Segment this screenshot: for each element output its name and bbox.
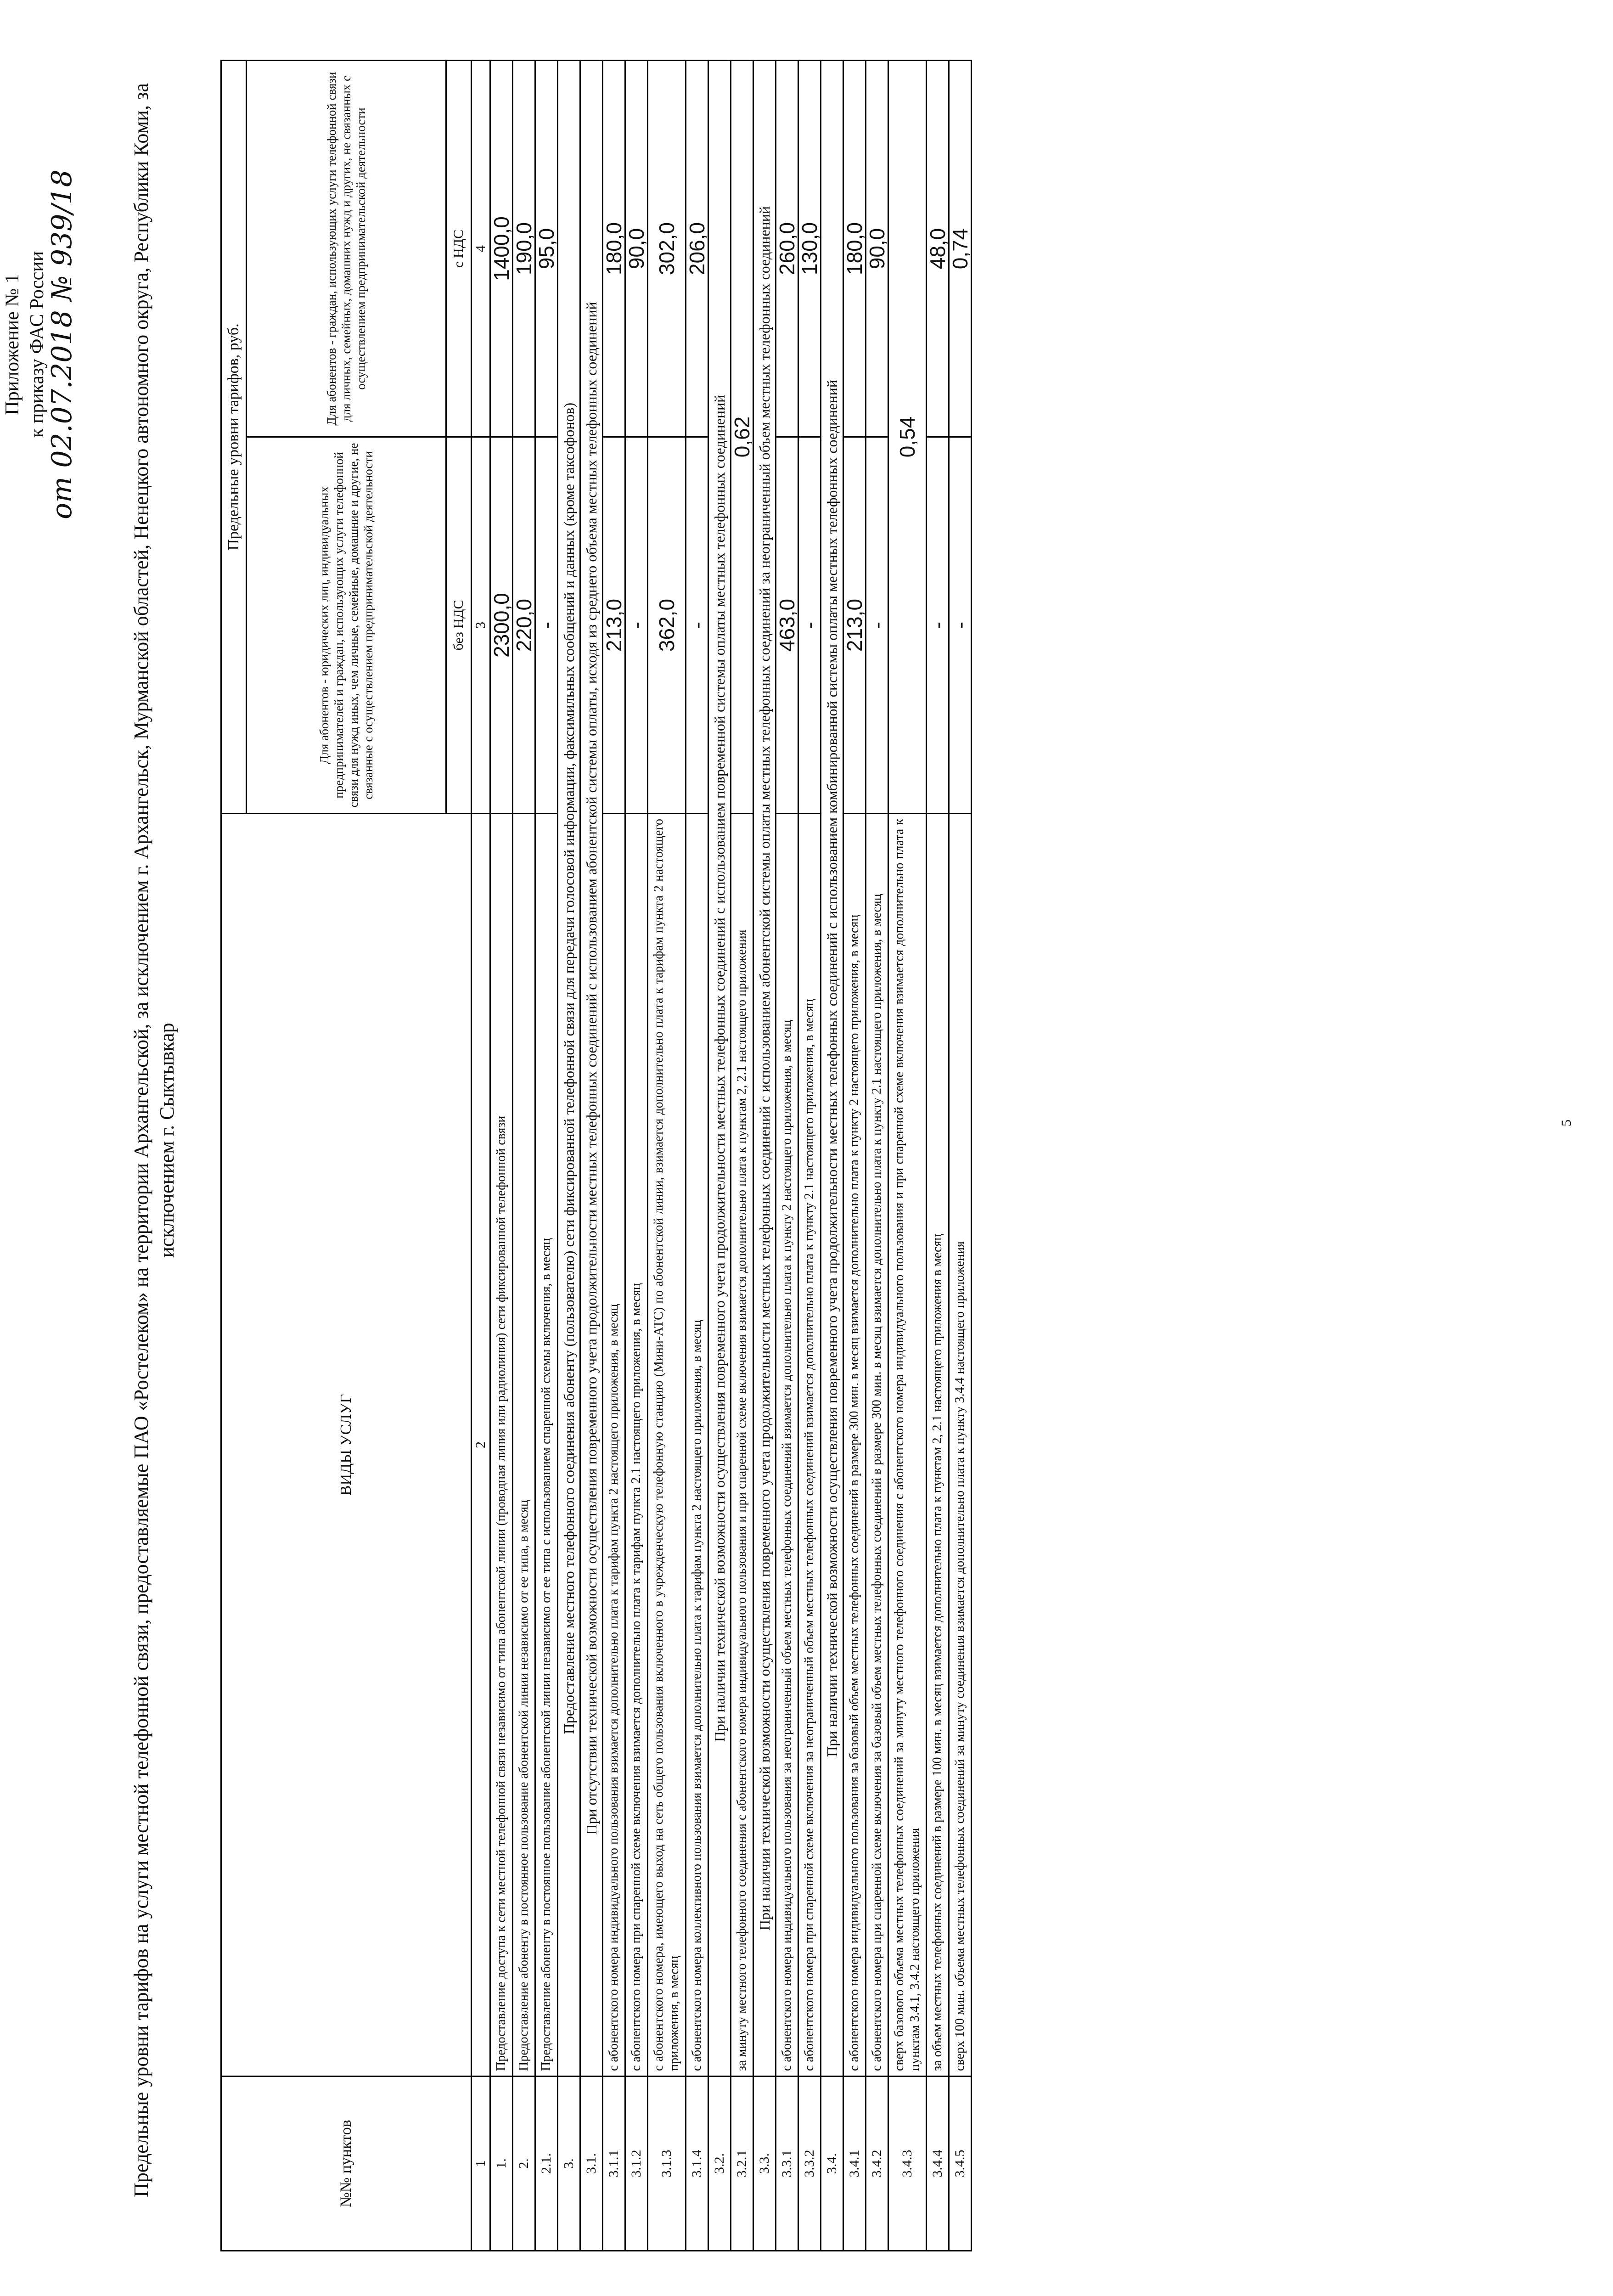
tariff-value-with-vat: 260,0 [776, 61, 798, 437]
tariff-value-with-vat: 48,0 [927, 61, 949, 437]
table-row [866, 61, 888, 2251]
tariff-value-with-vat: 1400,0 [490, 61, 513, 437]
order-reference: к приказу ФАС России [27, 251, 48, 438]
tariff-value-no-vat: - [949, 437, 972, 814]
row-number: 2.1. [535, 2077, 558, 2251]
table-row [843, 61, 866, 2251]
section-heading: При отсутствии технической возможности осуществления повременного учета продолжительности местных телефонных соединений с использованием абонентской системы оплаты, исходя из среднего объема местных телефонных соединений [580, 61, 603, 2077]
document-title: Предельные уровни тарифов на услуги местной телефонной связи, предоставляемые ПАО «Ростелеком» на территории Архангельской, за исключением г. Архангельск, Мурманской областей, Ненецкого автономного округа, Республики Коми, за исключением г. Сыктывкар [130, 83, 178, 2197]
tariff-value-with-vat: 130,0 [798, 61, 821, 437]
tariff-value-no-vat: 220,0 [513, 437, 535, 814]
section-row [753, 61, 776, 2251]
section-row [821, 61, 843, 2251]
section-row [558, 61, 580, 2251]
row-number: 3.2. [708, 2077, 731, 2251]
table-row [686, 61, 708, 2251]
tariff-value-no-vat: 362,0 [648, 437, 686, 814]
table-row [776, 61, 798, 2251]
tariff-value-no-vat: - [535, 437, 558, 814]
column-numbers-row [472, 61, 490, 2251]
row-number: 3.4.2 [866, 2077, 888, 2251]
section-row [708, 61, 731, 2251]
page-number: 5 [1559, 1120, 1574, 1126]
tariff-value-no-vat: - [686, 437, 708, 814]
service-description: с абонентского номера при спаренной схеме включения взимается дополнительно плата к тарифам пункта 2.1 настоящего приложения, в месяц [625, 814, 648, 2077]
table-row [513, 61, 535, 2251]
tariff-value-merged: 0,62 [731, 61, 753, 814]
service-description: с абонентского номера при спаренной схеме включения за базовый объем местных телефонных соединений в размере 300 мин. в месяц взимается дополнительно плата к пункту 2.1 настоящего приложения, в месяц [866, 814, 888, 2077]
table-row [798, 61, 821, 2251]
section-heading: При наличии технической возможности осуществления повременного учета продолжительности местных телефонных соединений с использованием повременной системы оплаты местных телефонных соединений [708, 61, 731, 2077]
section-heading: При наличии технической возможности осуществления повременного учета продолжительности местных телефонных соединений с использованием абонентской системы оплаты местных телефонных соединений за неограниченный объем местных телефонных соединений [753, 61, 776, 2077]
header-legal-entities: Для абонентов - юридических лиц, индивидуальных предпринимателей и граждан, использующих услуги телефонной связи для нужд иных, чем личные, семейные, домашние и другие, не связанные с осуществлением предпринимательской деятельности [247, 437, 446, 814]
section-heading: Предоставление местного телефонного соединения абоненту (пользователю) сети фиксированной телефонной связи для передачи голосовой информации, факсимильных сообщений и данных (кроме таксофонов) [558, 61, 580, 2077]
service-description: с абонентского номера индивидуального пользования за неограниченный объем местных телефонных соединений взимается дополнительно плата к пункту 2 настоящего приложения, в месяц [776, 814, 798, 2077]
header-limits: Предельные уровни тарифов, руб. [221, 61, 247, 814]
service-description: Предоставление абоненту в постоянное пользование абонентской линии независимо от ее типа с использованием спаренной схемы включения, в месяц [535, 814, 558, 2077]
service-description: Предоставление доступа к сети местной телефонной связи независимо от типа абонентской линии (проводная линия или радиолиния) сети фиксированной телефонной связи [490, 814, 513, 2077]
row-number: 3.1. [580, 2077, 603, 2251]
tariff-value-with-vat: 206,0 [686, 61, 708, 437]
tariff-value-no-vat: 213,0 [843, 437, 866, 814]
tariff-value-no-vat: 463,0 [776, 437, 798, 814]
service-description: сверх базового объема местных телефонных соединений за минуту местного телефонного соединения с абонентского номера индивидуального пользования и при спаренной схеме включения взимается дополнительно плата к пунктам 3.4.1, 3.4.2 настоящего приложения [888, 814, 927, 2077]
service-description: с абонентского номера индивидуального пользования за базовый объем местных телефонных соединений в размере 300 мин. в месяц взимается дополнительно плата к пункту 2 настоящего приложения, в месяц [843, 814, 866, 2077]
row-number: 3.2.1 [731, 2077, 753, 2251]
row-number: 3.3.1 [776, 2077, 798, 2251]
row-number: 3.4.1 [843, 2077, 866, 2251]
row-number: 1. [490, 2077, 513, 2251]
service-description: с абонентского номера коллективного пользования взимается дополнительно плата к тарифам пункта 2 настоящего приложения, в месяц [686, 814, 708, 2077]
tariff-value-with-vat: 190,0 [513, 61, 535, 437]
tariff-value-merged: 0,54 [888, 61, 927, 814]
column-number-4: 4 [472, 61, 490, 437]
table-row [731, 61, 753, 2251]
table-row [888, 61, 927, 2251]
table-row [927, 61, 949, 2251]
table-row [490, 61, 513, 2251]
row-number: 3.1.1 [603, 2077, 625, 2251]
service-description: сверх 100 мин. объема местных телефонных соединений за минуту соединения взимается дополнительно плата к пункту 3.4.4 настоящего приложения [949, 814, 972, 2077]
table-row [535, 61, 558, 2251]
row-number: 3.3. [753, 2077, 776, 2251]
tariff-value-with-vat: 180,0 [603, 61, 625, 437]
section-heading: При наличии технической возможности осуществления повременного учета продолжительности местных телефонных соединений с использованием комбинированной системы оплаты местных телефонных соединений [821, 61, 843, 2077]
tariff-value-no-vat: - [866, 437, 888, 814]
table-body [490, 61, 972, 2251]
service-description: Предоставление абоненту в постоянное пользование абонентской линии независимо от ее типа, в месяц [513, 814, 535, 2077]
column-number-1: 1 [472, 2077, 490, 2251]
table-row [603, 61, 625, 2251]
header-num: №№ пунктов [221, 2077, 472, 2251]
tariff-value-no-vat: - [798, 437, 821, 814]
tariff-value-no-vat: 213,0 [603, 437, 625, 814]
row-number: 3.1.3 [648, 2077, 686, 2251]
service-description: с абонентского номера индивидуального пользования взимается дополнительно плата к тарифам пункта 2 настоящего приложения, в месяц [603, 814, 625, 2077]
row-number: 2. [513, 2077, 535, 2251]
column-number-2: 2 [472, 814, 490, 2077]
tariff-value-no-vat: - [927, 437, 949, 814]
header-citizens: Для абонентов - граждан, использующих услуги телефонной связи для личных, семейных, домашних нужд и других, не связанных с осуществлением предпринимательской деятельности [247, 61, 446, 437]
row-number: 3.4.4 [927, 2077, 949, 2251]
table-row [625, 61, 648, 2251]
service-description: за объем местных телефонных соединений в размере 100 мин. в месяц взимается дополнительно плата к пунктам 2, 2.1 настоящего приложения в месяц [927, 814, 949, 2077]
order-date-number: от 02.07.2018 № 939/18 [46, 169, 78, 519]
tariff-value-with-vat: 302,0 [648, 61, 686, 437]
row-number: 3.4. [821, 2077, 843, 2251]
column-number-3: 3 [472, 437, 490, 814]
appendix-header [0, 0, 78, 689]
tariff-value-no-vat: - [625, 437, 648, 814]
tariff-value-no-vat: 2300,0 [490, 437, 513, 814]
row-number: 3.4.3 [888, 2077, 927, 2251]
service-description: за минуту местного телефонного соединения с абонентского номера индивидуального пользования и при спаренной схеме включения взимается дополнительно плата к пунктам 2, 2.1 настоящего приложения [731, 814, 753, 2077]
tariff-value-with-vat: 90,0 [866, 61, 888, 437]
row-number: 3.4.5 [949, 2077, 972, 2251]
service-description: с абонентского номера, имеющего выход на сеть общего пользования включенного в учрежденческую телефонную станцию (Мини-АТС) по абонентской линии, взимается дополнительно плата к тарифам пункта 2 настоящего приложения, в месяц [648, 814, 686, 2077]
row-number: 3.3.2 [798, 2077, 821, 2251]
tariff-value-with-vat: 90,0 [625, 61, 648, 437]
header-row-1 [221, 61, 247, 2251]
row-number: 3. [558, 2077, 580, 2251]
header-services: ВИДЫ УСЛУГ [221, 814, 472, 2077]
appendix-number: Приложение № 1 [2, 274, 23, 415]
tariff-table [220, 60, 972, 2251]
header-no-vat: без НДС [446, 437, 472, 814]
table-row [648, 61, 686, 2251]
tariff-value-with-vat: 0,74 [949, 61, 972, 437]
tariff-value-with-vat: 95,0 [535, 61, 558, 437]
header-with-vat: с НДС [446, 61, 472, 437]
service-description: с абонентского номера при спаренной схеме включения за неограниченный объем местных телефонных соединений взимается дополнительно плата к пункту 2.1 настоящего приложения, в месяц [798, 814, 821, 2077]
table-row [949, 61, 972, 2251]
section-row [580, 61, 603, 2251]
tariff-value-with-vat: 180,0 [843, 61, 866, 437]
row-number: 3.1.4 [686, 2077, 708, 2251]
row-number: 3.1.2 [625, 2077, 648, 2251]
